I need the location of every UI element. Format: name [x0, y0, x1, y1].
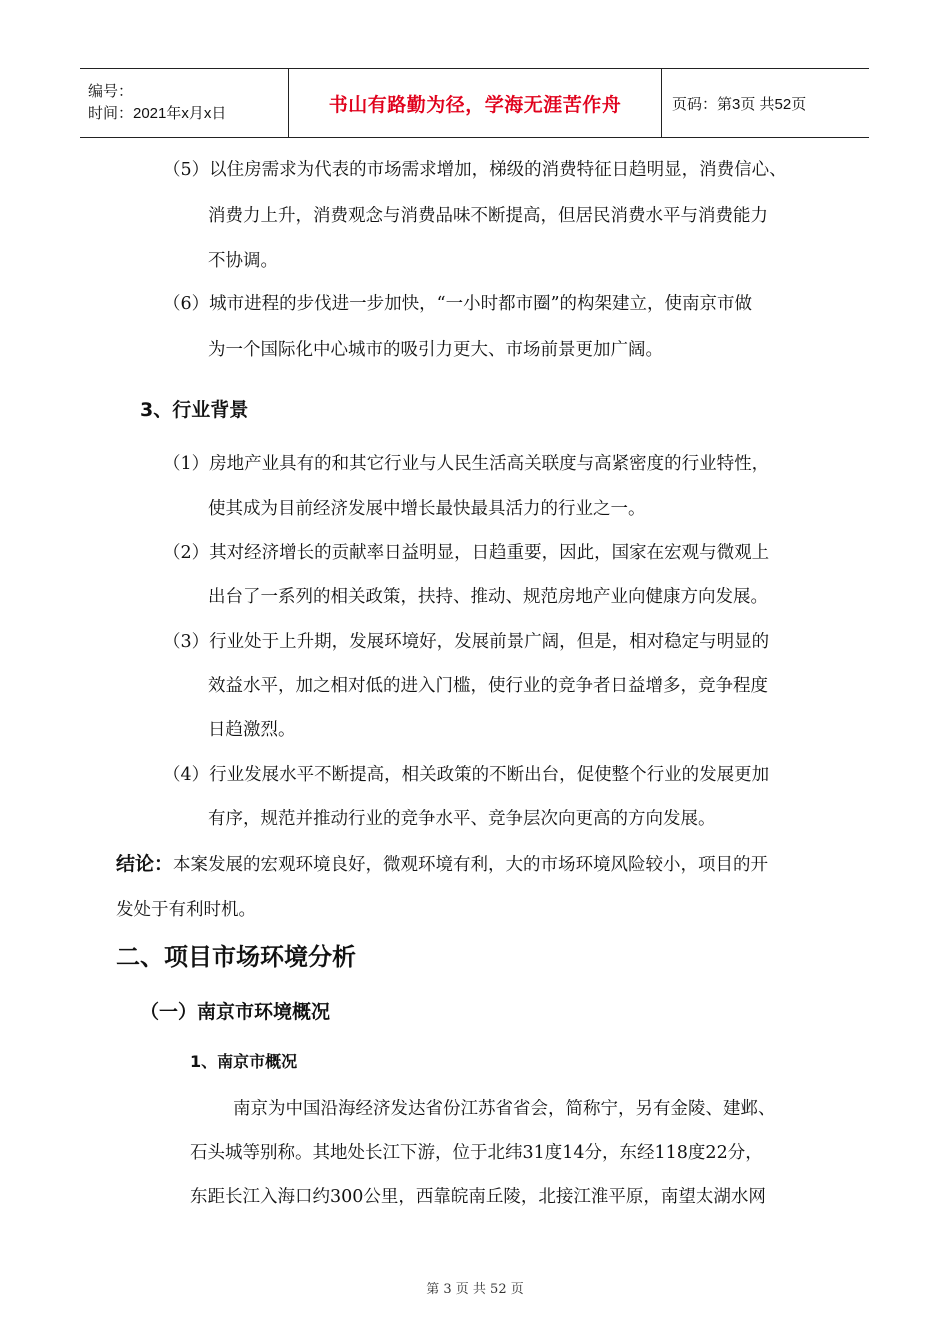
header-page-number: 页码：第3页 共52页 — [672, 95, 807, 113]
conclusion-label: 结论： — [116, 853, 174, 875]
industry-item-2-line-1: （2）其对经济增长的贡献率日益明显，日趋重要，因此，国家在宏观与微观上 — [163, 543, 770, 563]
market-item-5-line-3: 不协调。 — [208, 251, 278, 271]
subsection-1-heading: （一）南京市环境概况 — [140, 1001, 331, 1023]
industry-item-1-line-2: 使其成为目前经济发展中增长最快最具活力的行业之一。 — [208, 499, 646, 519]
document-time-label: 时间：2021年x月x日 — [88, 105, 227, 122]
industry-item-4-line-2: 有序，规范并推动行业的竞争水平、竞争层次向更高的方向发展。 — [208, 809, 716, 829]
section-3-heading: 3、行业背景 — [140, 399, 249, 421]
conclusion-text-1: 本案发展的宏观环境良好，微观环境有利，大的市场环境风险较小，项目的开 — [173, 855, 769, 875]
market-item-6-line-2: 为一个国际化中心城市的吸引力更大、市场前景更加广阔。 — [208, 340, 663, 360]
industry-item-3-line-3: 日趋激烈。 — [208, 720, 296, 740]
header-page-cell — [662, 69, 869, 137]
chapter-2-heading: 二、项目市场环境分析 — [116, 943, 356, 971]
nanjing-para-line-3: 东距长江入海口约300公里，西靠皖南丘陵，北接江淮平原，南望太湖水网 — [190, 1187, 766, 1207]
sub-heading-nanjing: 1、南京市概况 — [190, 1052, 298, 1071]
industry-item-3-line-2: 效益水平，加之相对低的进入门槛，使行业的竞争者日益增多，竞争程度 — [208, 676, 768, 696]
header-left-cell — [80, 69, 288, 137]
conclusion-line-2: 发处于有利时机。 — [116, 900, 256, 920]
market-item-6-line-1: （6）城市进程的步伐进一步加快，“一小时都市圈”的构架建立，使南京市做 — [163, 294, 753, 314]
industry-item-3-line-1: （3）行业处于上升期，发展环境好，发展前景广阔，但是，相对稳定与明显的 — [163, 632, 770, 652]
nanjing-para-line-2: 石头城等别称。其地处长江下游，位于北纬31度14分，东经118度22分， — [190, 1143, 763, 1163]
industry-item-4-line-1: （4）行业发展水平不断提高，相关政策的不断出台，促使整个行业的发展更加 — [163, 765, 770, 785]
industry-item-2-line-2: 出台了一系列的相关政策，扶持、推动、规范房地产业向健康方向发展。 — [208, 587, 768, 607]
market-item-5-line-1: （5）以住房需求为代表的市场需求增加，梯级的消费特征日趋明显，消费信心、 — [163, 160, 787, 180]
document-number-label: 编号： — [88, 83, 134, 100]
header-motto: 书山有路勤为径，学海无涯苦作舟 — [328, 93, 622, 116]
conclusion-line-1 — [116, 852, 768, 877]
header-motto-cell — [288, 69, 662, 137]
nanjing-para-line-1: 南京为中国沿海经济发达省份江苏省省会，简称宁，另有金陵、建邺、 — [233, 1099, 776, 1119]
page-footer: 第 3 页 共 52 页 — [426, 1282, 524, 1297]
page-header — [80, 68, 869, 138]
market-item-5-line-2: 消费力上升，消费观念与消费品味不断提高，但居民消费水平与消费能力 — [208, 206, 768, 226]
industry-item-1-line-1: （1）房地产业具有的和其它行业与人民生活高关联度与高紧密度的行业特性， — [163, 454, 770, 474]
